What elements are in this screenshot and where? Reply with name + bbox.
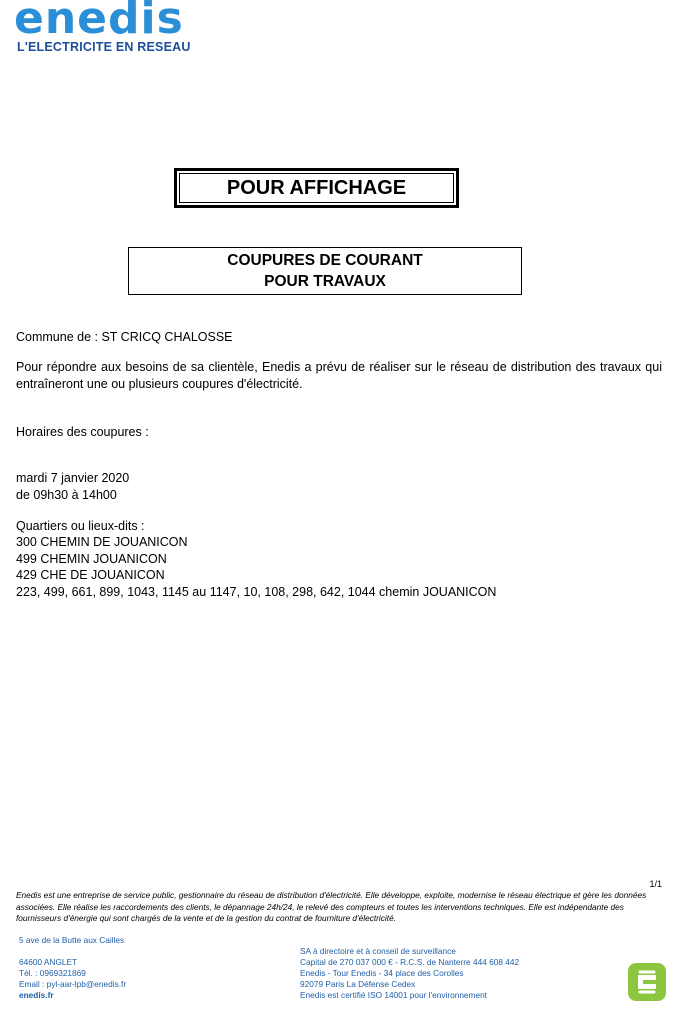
outage-time: de 09h30 à 14h00 [16, 488, 117, 502]
list-item: 223, 499, 661, 899, 1043, 1145 au 1147, 10, 108, 298, 642, 1044 chemin JOUANICON [16, 584, 497, 599]
address-block [19, 957, 126, 1001]
address-city: 64600 ANGLET [19, 957, 78, 967]
company-info [300, 946, 519, 1001]
company-info-line: Capital de 270 037 000 € - R.C.S. de Nanterre 444 608 442 [300, 957, 520, 967]
company-info-line: SA à directoire et à conseil de surveillance [300, 946, 456, 956]
list-item: 300 CHEMIN DE JOUANICON [16, 535, 188, 549]
coupures-title-line-1: COUPURES DE COURANT [227, 252, 423, 269]
company-info-line: Enedis est certifié ISO 14001 pour l'environnement [300, 990, 487, 1000]
website-link[interactable]: enedis.fr [19, 990, 54, 1000]
horaires-label: Horaires des coupures : [16, 425, 149, 439]
address-phone: Tél. : 0969321869 [19, 968, 86, 978]
quartiers-label: Quartiers ou lieux-dits : [16, 519, 145, 533]
pour-affichage-box [174, 168, 459, 208]
page-number: 1/1 [649, 879, 662, 889]
quartiers-list [16, 534, 496, 600]
coupures-title-box [128, 247, 522, 295]
address-email: Email : pyl-aar-lpb@enedis.fr [19, 979, 127, 989]
legal-note: Enedis est une entreprise de service public, gestionnaire du réseau de distribution d'électricité. Elle développe, exploite, modernise le réseau électrique et gère les données associées. Elle réalise les raccordements des clients, le dépannage 24h/24, le relevé des compteurs et toutes les interventions techniques. Elle est indépendante des fournisseurs d'énergie qui sont chargés de la vente et de la gestion du contrat de fourniture d'électricité. [16, 890, 647, 923]
coupures-title-line-2: POUR TRAVAUX [264, 273, 386, 290]
enedis-logo-mark-icon [628, 963, 666, 1001]
enedis-logo: enedis [14, 0, 184, 38]
outage-date: mardi 7 janvier 2020 [16, 471, 130, 485]
company-info-line: Enedis - Tour Enedis - 34 place des Corolles [300, 968, 464, 978]
commune-line: Commune de : ST CRICQ CHALOSSE [16, 330, 233, 344]
list-item: 429 CHE DE JOUANICON [16, 568, 165, 582]
list-item: 499 CHEMIN JOUANICON [16, 551, 167, 566]
pour-affichage-title: POUR AFFICHAGE [179, 173, 454, 203]
address-street: 5 ave de la Butte aux Cailles [19, 935, 125, 945]
company-info-line: 92079 Paris La Défense Cedex [300, 979, 416, 989]
intro-paragraph: Pour répondre aux besoins de sa clientèle, Enedis a prévu de réaliser sur le réseau de distribution des travaux qui entraîneront une ou plusieurs coupures d'électricité. [16, 360, 662, 391]
logo-tagline: L'ELECTRICITE EN RESEAU [17, 40, 191, 54]
